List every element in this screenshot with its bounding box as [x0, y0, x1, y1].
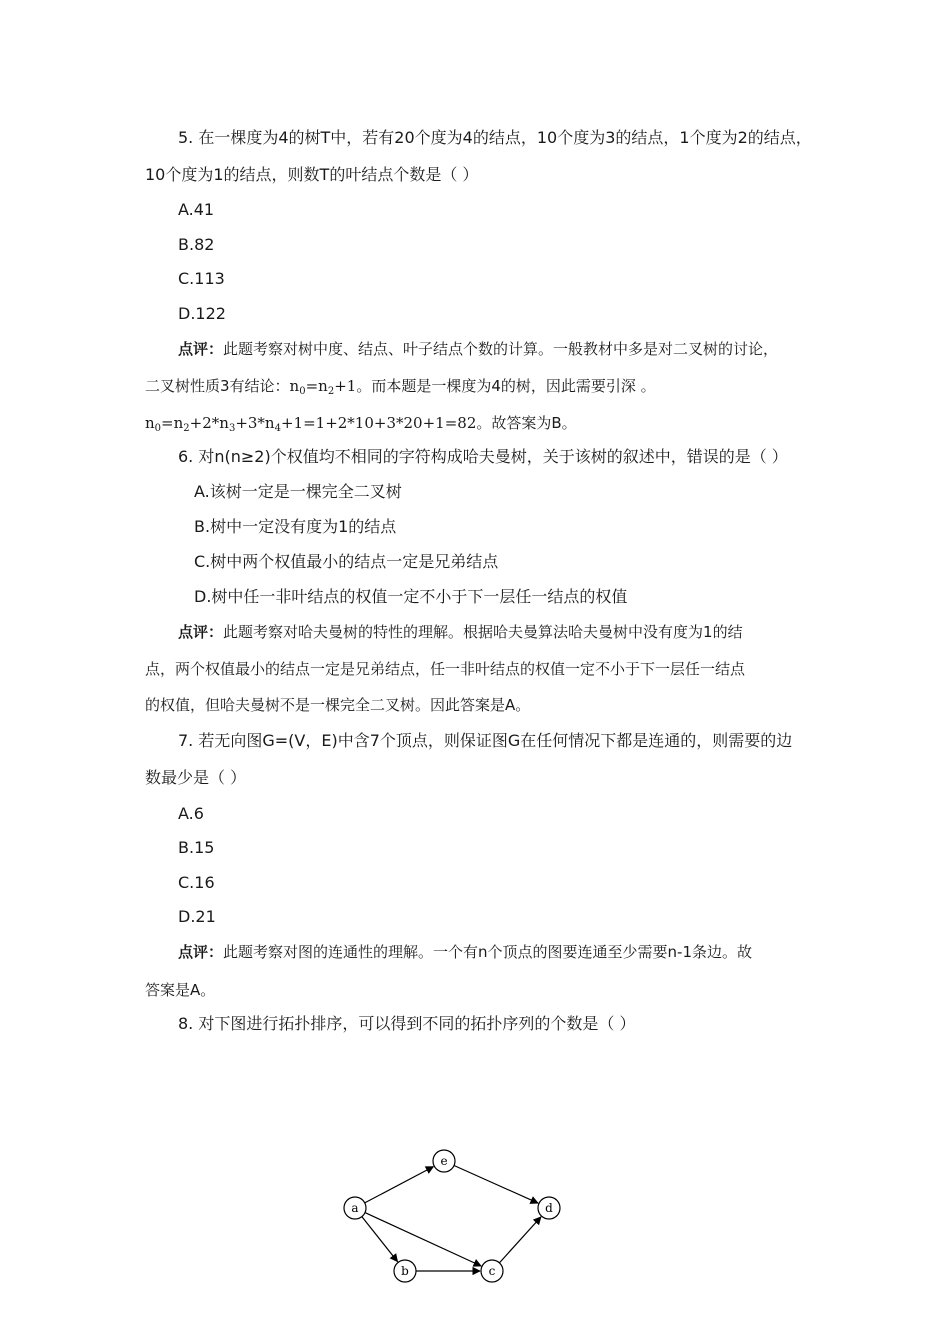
node-c	[481, 1260, 503, 1282]
q6-comment-line2: 点，两个权值最小的结点一定是兄弟结点，任一非叶结点的权值一定不小于下一层任一结点	[145, 660, 746, 678]
q6-option-a: A.该树一定是一棵完全二叉树	[194, 482, 402, 501]
q7-option-d: D.21	[178, 907, 216, 926]
node-a	[344, 1197, 366, 1219]
q7-option-c: C.16	[178, 873, 215, 892]
edge-a-c	[365, 1213, 481, 1266]
edge-e-d	[454, 1165, 538, 1203]
q5-comment-line1	[178, 339, 778, 359]
node-label-a: a	[351, 1201, 359, 1215]
node-e	[433, 1150, 455, 1172]
q5-comment-line3	[145, 413, 577, 433]
q5-option-c: C.113	[178, 269, 225, 288]
node-label-e: e	[440, 1154, 448, 1168]
q5-comment-line3-suffix: 。故答案为B。	[476, 414, 577, 432]
edge-a-e	[365, 1167, 434, 1203]
q7-comment-line1	[178, 942, 752, 962]
q5-comment-line2	[145, 376, 656, 396]
q6-option-d: D.树中任一非叶结点的权值一定不小于下一层任一结点的权值	[194, 587, 628, 606]
q7-option-b: B.15	[178, 838, 215, 857]
q5-option-a: A.41	[178, 200, 215, 219]
q6-stem-line1: 6. 对n(n≥2)个权值均不相同的字符构成哈夫曼树，关于该树的叙述中，错误的是（ ）	[178, 447, 788, 466]
q6-comment-text1: 此题考察对哈夫曼树的特性的理解。根据哈夫曼算法哈夫曼树中没有度为1的结	[223, 623, 743, 641]
node-b	[394, 1260, 416, 1282]
node-label-d: d	[545, 1201, 553, 1215]
q6-option-c: C.树中两个权值最小的结点一定是兄弟结点	[194, 552, 499, 571]
q7-option-a: A.6	[178, 804, 204, 823]
edge-a-b	[362, 1217, 398, 1262]
q5-option-d: D.122	[178, 304, 226, 323]
q5-comment-suffix: 。而本题是一棵度为4的树，因此需要引深 。	[356, 377, 656, 395]
directed-graph-figure	[330, 1140, 580, 1290]
q5-formula1: $n_0=n_2+1$	[289, 377, 357, 397]
q7-comment-label: 点评：	[178, 943, 224, 961]
q8-stem-line1: 8. 对下图进行拓扑排序，可以得到不同的拓扑序列的个数是（ ）	[178, 1014, 636, 1033]
edge-c-d	[499, 1217, 541, 1263]
q7-stem-line1: 7. 若无向图G=(V，E)中含7个顶点，则保证图G在任何情况下都是连通的，则需要的边	[178, 731, 793, 750]
q5-stem-line1: 5. 在一棵度为4的树T中，若有20个度为4的结点，10个度为3的结点，1个度为2的结点，	[178, 128, 812, 147]
q6-comment-line3: 的权值，但哈夫曼树不是一棵完全二叉树。因此答案是A。	[145, 696, 531, 714]
node-label-c: c	[488, 1264, 496, 1278]
q7-comment-line2: 答案是A。	[145, 981, 216, 999]
q7-comment-text1: 此题考察对图的连通性的理解。一个有n个顶点的图要连通至少需要n-1条边。故	[223, 943, 752, 961]
q6-option-b: B.树中一定没有度为1的结点	[194, 517, 397, 536]
q5-stem-line2: 10个度为1的结点，则数T的叶结点个数是（ ）	[145, 165, 479, 184]
q6-comment-line1	[178, 622, 743, 642]
node-d	[538, 1197, 560, 1219]
q5-option-b: B.82	[178, 235, 215, 254]
q5-comment-label: 点评：	[178, 340, 224, 358]
q5-formula2: $n_0=n_2+2*n_3+3*n_4+1=1+2*10+3*20+1=82$	[145, 414, 477, 434]
q5-comment-prefix: 二叉树性质3有结论：	[145, 377, 290, 395]
q6-comment-label: 点评：	[178, 623, 224, 641]
node-label-b: b	[401, 1264, 409, 1278]
q7-stem-line2: 数最少是（ ）	[145, 768, 247, 787]
q5-comment-text1: 此题考察对树中度、结点、叶子结点个数的计算。一般教材中多是对二叉树的讨论，	[223, 340, 779, 358]
